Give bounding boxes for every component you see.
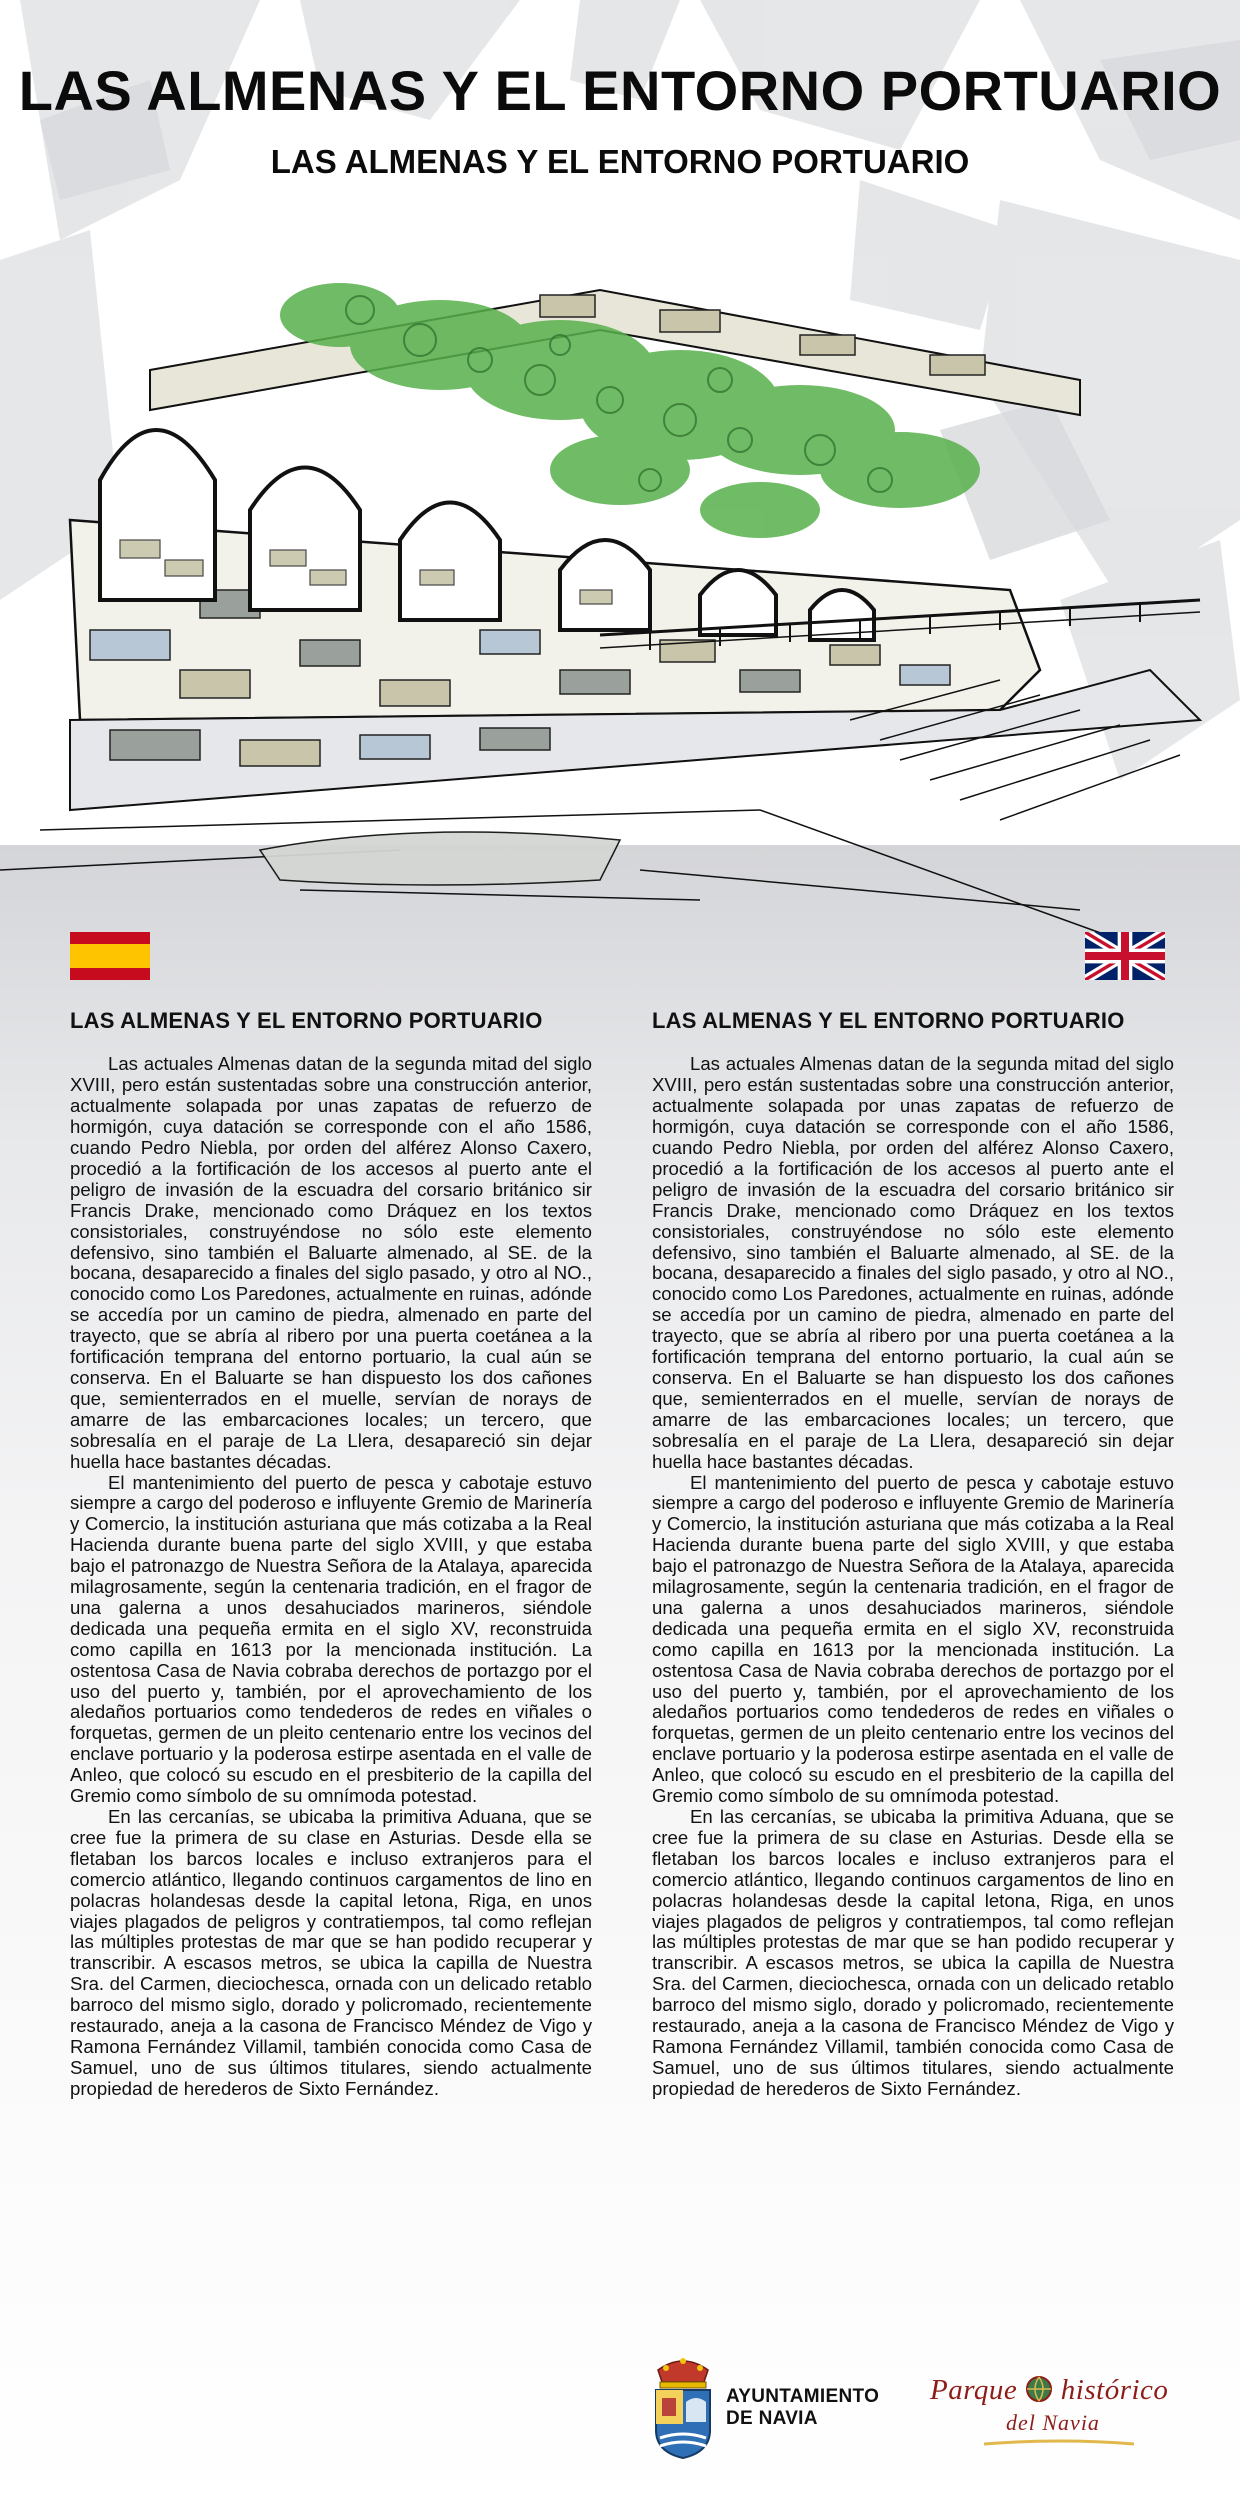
spanish-column-heading: LAS ALMENAS Y EL ENTORNO PORTUARIO [70, 1008, 543, 1033]
ayuntamiento-line2: DE NAVIA [726, 2408, 818, 2429]
coat-of-arms-icon [648, 2352, 718, 2462]
uk-flag-icon [1085, 932, 1165, 980]
globe-icon [1025, 2375, 1053, 2403]
spain-flag-icon [70, 932, 150, 980]
ayuntamiento-line1: AYUNTAMIENTO [726, 2386, 880, 2407]
page-title: LAS ALMENAS Y EL ENTORNO PORTUARIO [18, 59, 1222, 122]
parque-word: Parque [930, 2374, 1018, 2406]
ayuntamiento-name [726, 2386, 879, 2430]
english-paragraph: El mantenimiento del puerto de pesca y cabotaje estuvo siempre a cargo del poderoso e influyente Gremio de Marinería y Comercio, la institución asturiana que más cotizaba a la Real Hacienda durante buena parte del siglo XVIII, y que estaba bajo el patronazgo de Nuestra Señora de la Atalaya, aparecida milagrosamente, según la centenaria tradición, en el fragor de una galerna a unos desahuciados marineros, siéndole dedicada una pequeña ermita en el siglo XV, reconstruida como capilla en 1613 por la mencionada institución. La ostentosa Casa de Navia cobraba derechos de portazgo por el uso del puerto y, también, por el aprovechamiento de los aledaños portuarios como tendederos de redes en viñales o forquetas, germen de un pleito centenario entre los vecinos del enclave portuario y la poderosa estirpe asentada en el valle de Anleo, que colocó su escudo en el presbiterio de la capilla del Gremio como símbolo de su omnímoda potestad. [652, 1471, 1174, 1807]
parque-logo-title [930, 2374, 1168, 2407]
parque-historico-logo [924, 2350, 1184, 2460]
ayuntamiento-logo [648, 2352, 908, 2462]
spanish-paragraph: Las actuales Almenas datan de la segunda mitad del siglo XVIII, pero están sustentadas sobre una construcción anterior, actualmente solapada por unas zapatas de refuerzo de hormigón, cuya datación se corresponde con el año 1586, cuando Pedro Niebla, por orden del alférez Alonso Caxero, procedió a la fortificación de los accesos al puerto ante el peligro de invasión de la escuadra del corsario británico sir Francis Drake, mencionado como Dráquez en los textos consistoriales, construyéndose no sólo este elemento defensivo, sino también el Baluarte almenado, al SE. de la bocana, desaparecido a finales del siglo pasado, y otro al NO., conocido como Los Paredones, actualmente en ruinas, adónde se accedía por un camino de piedra, almenado en parte del trayecto, que se abría al ribero por una puerta coetánea a la fortificación temprana del entorno portuario, la cual aún se conserva. En el Baluarte se han dispuesto los dos cañones que, semienterrados en el muelle, servían de norays de amarre de las embarcaciones locales; un tercero, que sobresalía en el paraje de La Llera, desapareció sin dejar huella hace bastantes décadas. [70, 1053, 592, 1472]
spanish-paragraph: En las cercanías, se ubicaba la primitiva Aduana, que se cree fue la primera de su clase en Asturias. Desde ella se fletaban los barcos locales e incluso extranjeros para el comercio atlántico, llegando continuos cargamentos de lino en polacras holandesas desde la capital letona, Riga, en unos viajes plagados de peligros y contratiempos, tal como reflejan las múltiples protestas de mar que se han podido recuperar y transcribir. A escasos metros, se ubica la capilla de Nuestra Sra. del Carmen, dieciochesca, ornada con un delicado retablo barroco del mismo siglo, dorado y policromado, recientemente restaurado, aneja a la casona de Francisco Méndez de Vigo y Ramona Fernández Villamil, también conocida como Casa de Samuel, uno de sus últimos titulares, siendo actualmente propiedad de herederos de Sixto Fernández. [70, 1806, 592, 2099]
spanish-paragraph: El mantenimiento del puerto de pesca y cabotaje estuvo siempre a cargo del poderoso e influyente Gremio de Marinería y Comercio, la institución asturiana que más cotizaba a la Real Hacienda durante buena parte del siglo XVIII, y que estaba bajo el patronazgo de Nuestra Señora de la Atalaya, aparecida milagrosamente, según la centenaria tradición, en el fragor de una galerna a unos desahuciados marineros, siéndole dedicada una pequeña ermita en el siglo XV, reconstruida como capilla en 1613 por la mencionada institución. La ostentosa Casa de Navia cobraba derechos de portazgo por el uso del puerto y, también, por el aprovechamiento de los aledaños portuarios como tendederos de redes en viñales o forquetas, germen de un pleito centenario entre los vecinos del enclave portuario y la poderosa estirpe asentada en el valle de Anleo, que colocó su escudo en el presbiterio de la capilla del Gremio como símbolo de su omnímoda potestad. [70, 1471, 592, 1807]
historico-word: histórico [1060, 2374, 1169, 2406]
english-paragraph: Las actuales Almenas datan de la segunda mitad del siglo XVIII, pero están sustentadas sobre una construcción anterior, actualmente solapada por unas zapatas de refuerzo de hormigón, cuya datación se corresponde con el año 1586, cuando Pedro Niebla, por orden del alférez Alonso Caxero, procedió a la fortificación de los accesos al puerto ante el peligro de invasión de la escuadra del corsario británico sir Francis Drake, mencionado como Dráquez en los textos consistoriales, construyéndose no sólo este elemento defensivo, sino también el Baluarte almenado, al SE. de la bocana, desaparecido a finales del siglo pasado, y otro al NO., conocido como Los Paredones, actualmente en ruinas, adónde se accedía por un camino de piedra, almenado en parte del trayecto, que se abría al ribero por una puerta coetánea a la fortificación temprana del entorno portuario, la cual aún se conserva. En el Baluarte se han dispuesto los dos cañones que, semienterrados en el muelle, servían de norays de amarre de las embarcaciones locales; un tercero, que sobresalía en el paraje de La Llera, desapareció sin dejar huella hace bastantes décadas. [652, 1053, 1174, 1472]
page-subtitle: LAS ALMENAS Y EL ENTORNO PORTUARIO [270, 143, 970, 180]
almenas-illustration [0, 250, 1240, 990]
english-column-heading: LAS ALMENAS Y EL ENTORNO PORTUARIO [652, 1008, 1125, 1033]
parque-logo-subtitle: del Navia [1006, 2410, 1100, 2435]
english-text-column [652, 1008, 1174, 2100]
logo-underline-swash [984, 2438, 1134, 2448]
english-paragraph: En las cercanías, se ubicaba la primitiva Aduana, que se cree fue la primera de su clase en Asturias. Desde ella se fletaban los barcos locales e incluso extranjeros para el comercio atlántico, llegando continuos cargamentos de lino en polacras holandesas desde la capital letona, Riga, en unos viajes plagados de peligros y contratiempos, tal como reflejan las múltiples protestas de mar que se han podido recuperar y transcribir. A escasos metros, se ubica la capilla de Nuestra Sra. del Carmen, dieciochesca, ornada con un delicado retablo barroco del mismo siglo, dorado y policromado, recientemente restaurado, aneja a la casona de Francisco Méndez de Vigo y Ramona Fernández Villamil, también conocida como Casa de Samuel, uno de sus últimos titulares, siendo actualmente propiedad de herederos de Sixto Fernández. [652, 1806, 1174, 2099]
spanish-text-column [70, 1008, 592, 2100]
